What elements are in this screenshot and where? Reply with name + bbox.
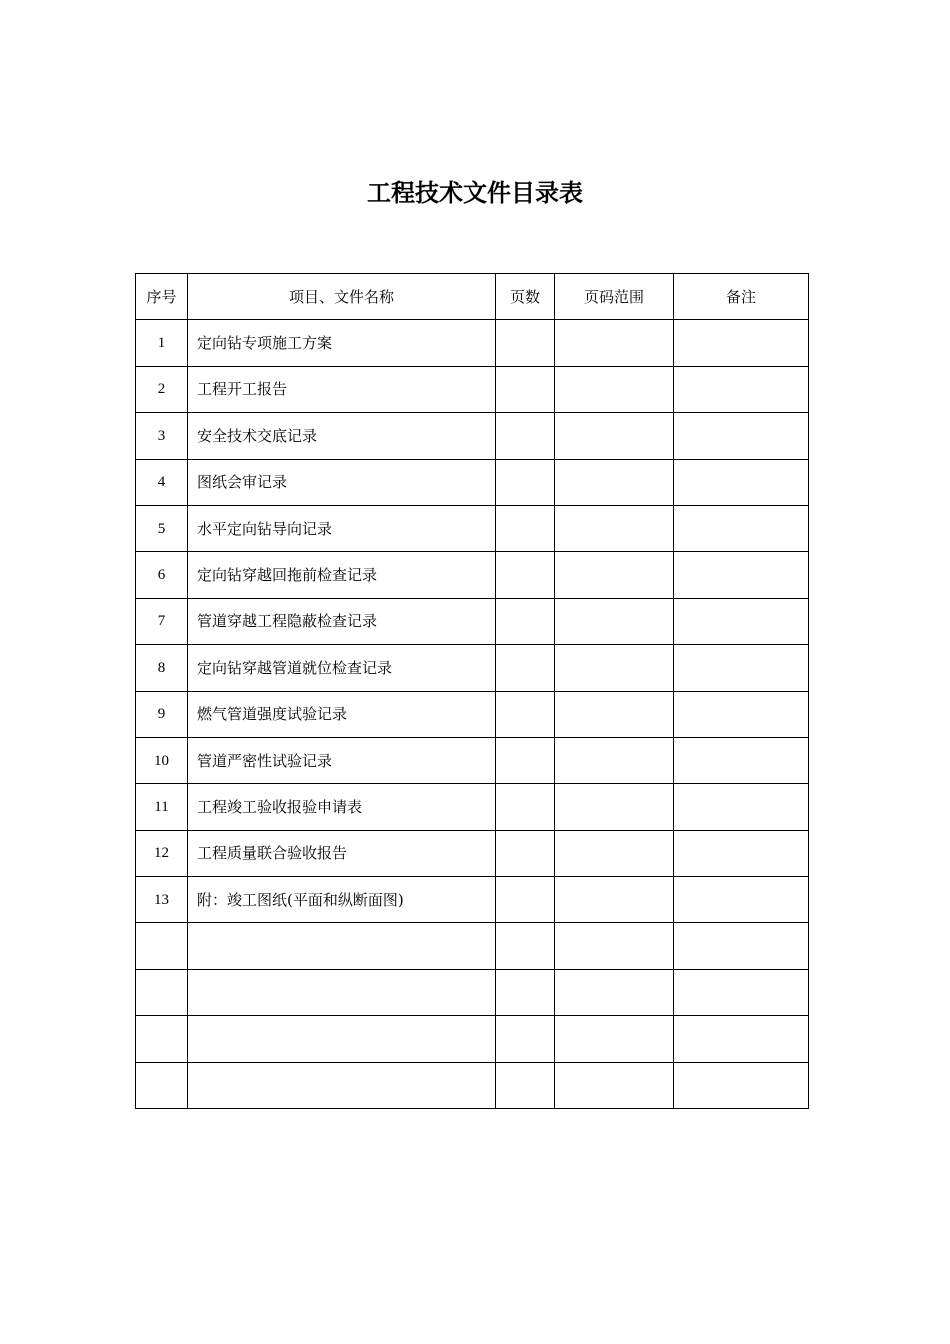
cell-pages bbox=[496, 505, 555, 551]
table-row bbox=[136, 1062, 809, 1108]
cell-page-range bbox=[555, 691, 674, 737]
cell-file-name: 定向钻专项施工方案 bbox=[188, 320, 496, 366]
cell-page-range bbox=[555, 366, 674, 412]
table-row bbox=[136, 784, 809, 830]
cell-note bbox=[674, 1062, 809, 1108]
cell-pages bbox=[496, 1016, 555, 1062]
cell-seq: 7 bbox=[136, 598, 188, 644]
cell-seq: 9 bbox=[136, 691, 188, 737]
cell-file-name bbox=[188, 969, 496, 1015]
cell-page-range bbox=[555, 505, 674, 551]
cell-note bbox=[674, 923, 809, 969]
table-row bbox=[136, 645, 809, 691]
cell-note bbox=[674, 830, 809, 876]
cell-pages bbox=[496, 552, 555, 598]
cell-file-name: 工程竣工验收报验申请表 bbox=[188, 784, 496, 830]
cell-pages bbox=[496, 413, 555, 459]
cell-note bbox=[674, 645, 809, 691]
cell-file-name: 图纸会审记录 bbox=[188, 459, 496, 505]
cell-page-range bbox=[555, 923, 674, 969]
document-title: 工程技术文件目录表 bbox=[367, 179, 583, 207]
cell-note bbox=[674, 598, 809, 644]
cell-file-name bbox=[188, 1062, 496, 1108]
header-seq: 序号 bbox=[136, 274, 188, 320]
cell-pages bbox=[496, 459, 555, 505]
cell-pages bbox=[496, 598, 555, 644]
cell-note bbox=[674, 459, 809, 505]
cell-seq bbox=[136, 923, 188, 969]
cell-note bbox=[674, 413, 809, 459]
cell-file-name: 附：竣工图纸(平面和纵断面图) bbox=[188, 877, 496, 923]
cell-pages bbox=[496, 923, 555, 969]
cell-seq: 2 bbox=[136, 366, 188, 412]
cell-file-name: 工程开工报告 bbox=[188, 366, 496, 412]
cell-file-name: 管道穿越工程隐蔽检查记录 bbox=[188, 598, 496, 644]
cell-note bbox=[674, 1016, 809, 1062]
cell-page-range bbox=[555, 459, 674, 505]
cell-seq bbox=[136, 969, 188, 1015]
table-row bbox=[136, 598, 809, 644]
cell-page-range bbox=[555, 1016, 674, 1062]
cell-seq: 8 bbox=[136, 645, 188, 691]
cell-seq: 11 bbox=[136, 784, 188, 830]
cell-note bbox=[674, 784, 809, 830]
cell-pages bbox=[496, 830, 555, 876]
cell-file-name: 工程质量联合验收报告 bbox=[188, 830, 496, 876]
cell-note bbox=[674, 505, 809, 551]
file-catalog-table bbox=[135, 273, 809, 1109]
cell-seq: 1 bbox=[136, 320, 188, 366]
header-range: 页码范围 bbox=[555, 274, 674, 320]
cell-seq: 12 bbox=[136, 830, 188, 876]
cell-seq: 3 bbox=[136, 413, 188, 459]
table-row bbox=[136, 413, 809, 459]
cell-note bbox=[674, 737, 809, 783]
table-row bbox=[136, 737, 809, 783]
header-name: 项目、文件名称 bbox=[188, 274, 496, 320]
table-body bbox=[136, 320, 809, 1109]
cell-note bbox=[674, 877, 809, 923]
cell-file-name bbox=[188, 1016, 496, 1062]
table-row bbox=[136, 923, 809, 969]
cell-pages bbox=[496, 784, 555, 830]
cell-pages bbox=[496, 877, 555, 923]
cell-pages bbox=[496, 366, 555, 412]
table-row bbox=[136, 830, 809, 876]
cell-seq: 5 bbox=[136, 505, 188, 551]
table-row bbox=[136, 552, 809, 598]
cell-pages bbox=[496, 969, 555, 1015]
cell-pages bbox=[496, 320, 555, 366]
table-row bbox=[136, 1016, 809, 1062]
cell-seq: 13 bbox=[136, 877, 188, 923]
cell-note bbox=[674, 320, 809, 366]
table-row bbox=[136, 505, 809, 551]
table-row bbox=[136, 459, 809, 505]
cell-seq: 10 bbox=[136, 737, 188, 783]
cell-file-name: 管道严密性试验记录 bbox=[188, 737, 496, 783]
cell-pages bbox=[496, 691, 555, 737]
table-row bbox=[136, 366, 809, 412]
cell-page-range bbox=[555, 784, 674, 830]
table-row bbox=[136, 877, 809, 923]
cell-note bbox=[674, 969, 809, 1015]
cell-pages bbox=[496, 1062, 555, 1108]
cell-page-range bbox=[555, 413, 674, 459]
header-pages: 页数 bbox=[496, 274, 555, 320]
cell-page-range bbox=[555, 969, 674, 1015]
cell-page-range bbox=[555, 598, 674, 644]
cell-page-range bbox=[555, 320, 674, 366]
cell-file-name: 定向钻穿越回拖前检查记录 bbox=[188, 552, 496, 598]
cell-seq bbox=[136, 1062, 188, 1108]
cell-file-name bbox=[188, 923, 496, 969]
table-row bbox=[136, 320, 809, 366]
cell-seq: 6 bbox=[136, 552, 188, 598]
cell-note bbox=[674, 691, 809, 737]
cell-file-name: 燃气管道强度试验记录 bbox=[188, 691, 496, 737]
cell-page-range bbox=[555, 645, 674, 691]
cell-pages bbox=[496, 645, 555, 691]
cell-page-range bbox=[555, 877, 674, 923]
cell-file-name: 水平定向钻导向记录 bbox=[188, 505, 496, 551]
cell-file-name: 定向钻穿越管道就位检查记录 bbox=[188, 645, 496, 691]
cell-page-range bbox=[555, 552, 674, 598]
table-header-row bbox=[136, 274, 809, 320]
cell-page-range bbox=[555, 1062, 674, 1108]
cell-page-range bbox=[555, 737, 674, 783]
cell-note bbox=[674, 366, 809, 412]
table-row bbox=[136, 691, 809, 737]
cell-note bbox=[674, 552, 809, 598]
cell-pages bbox=[496, 737, 555, 783]
cell-seq: 4 bbox=[136, 459, 188, 505]
table-row bbox=[136, 969, 809, 1015]
header-note: 备注 bbox=[674, 274, 809, 320]
cell-page-range bbox=[555, 830, 674, 876]
cell-seq bbox=[136, 1016, 188, 1062]
cell-file-name: 安全技术交底记录 bbox=[188, 413, 496, 459]
